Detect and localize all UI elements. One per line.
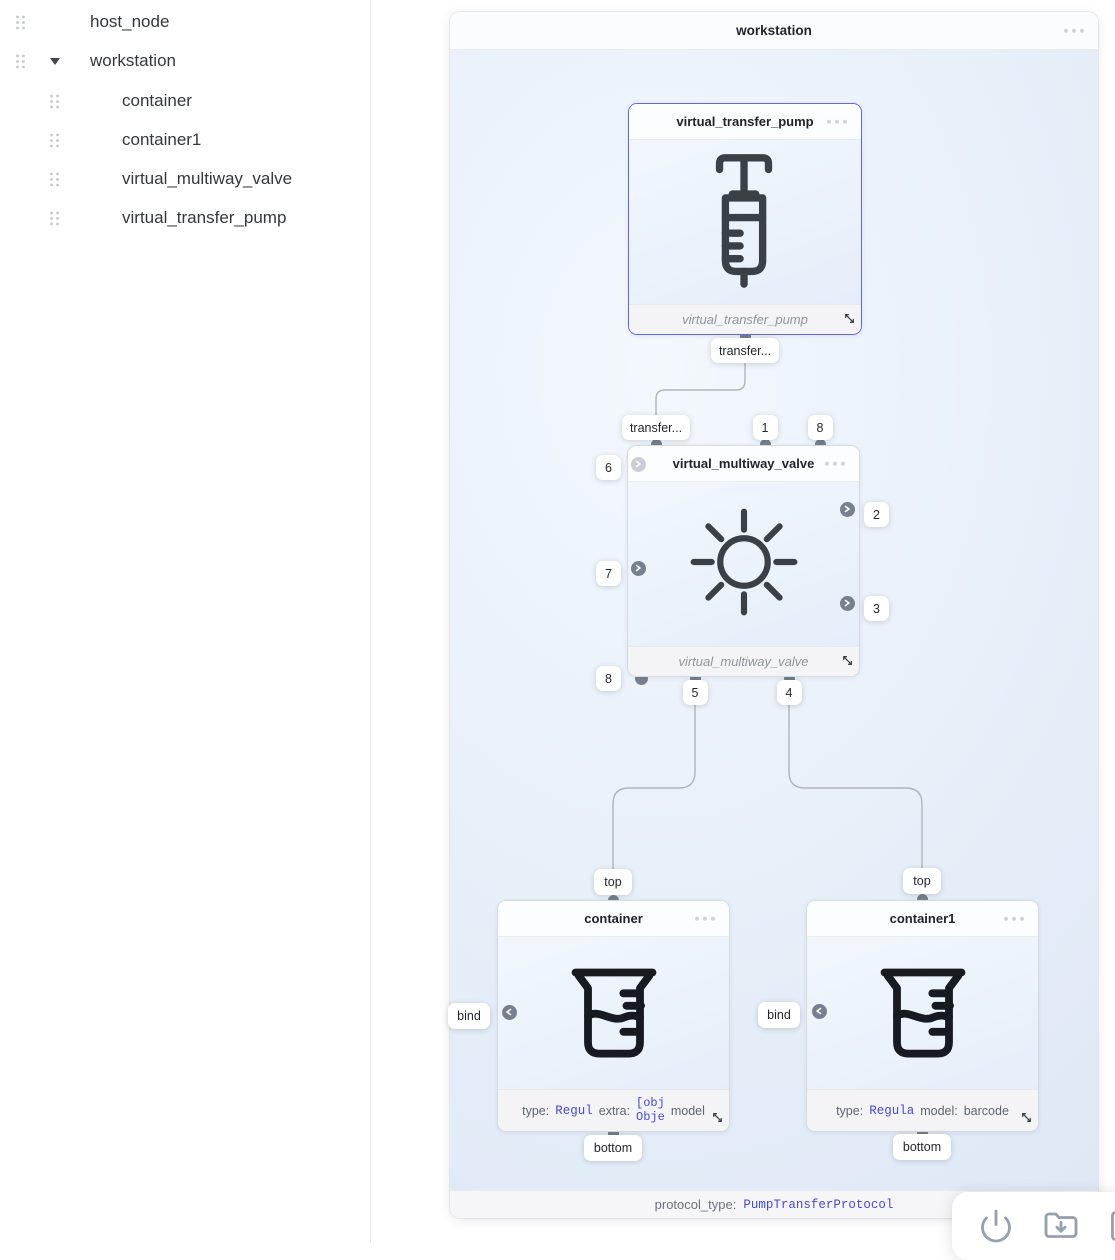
drag-handle-icon[interactable] bbox=[48, 171, 61, 188]
port-chip-container-bottom: bottom bbox=[584, 1135, 642, 1161]
port-chip-container-bind: bind bbox=[448, 1003, 490, 1029]
beaker-icon bbox=[871, 959, 975, 1068]
port-handle-valve-3[interactable] bbox=[840, 596, 855, 611]
multiway-valve-icon bbox=[687, 505, 801, 624]
sidebar-item-workstation[interactable] bbox=[0, 41, 370, 81]
tree-item-label[interactable]: host_node bbox=[90, 12, 170, 31]
ellipsis-menu-icon[interactable] bbox=[1064, 28, 1085, 33]
group-header[interactable] bbox=[450, 12, 1098, 50]
sidebar-item-host-node[interactable] bbox=[0, 2, 370, 42]
port-handle-valve-2[interactable] bbox=[840, 502, 855, 517]
port-chip-container1-top: top bbox=[903, 868, 941, 894]
field-type-label: type: bbox=[522, 1103, 550, 1118]
protocol-type-label: protocol_type: bbox=[654, 1197, 737, 1212]
sidebar-item-virtual-multiway-valve[interactable] bbox=[0, 159, 370, 199]
field-type-value: Regul bbox=[555, 1103, 593, 1118]
node-title: container bbox=[584, 911, 643, 926]
port-chip-valve-8-left: 8 bbox=[596, 666, 621, 691]
resize-handle-icon[interactable] bbox=[1020, 1111, 1033, 1127]
group-title: workstation bbox=[736, 23, 812, 38]
resize-handle-icon[interactable] bbox=[841, 654, 854, 672]
field-model-label: model bbox=[670, 1103, 705, 1118]
drag-handle-icon[interactable] bbox=[48, 132, 61, 149]
port-chip-valve-transfer: transfer... bbox=[622, 415, 690, 440]
field-type-value: Regula bbox=[869, 1103, 915, 1118]
node-container1[interactable] bbox=[806, 900, 1039, 1132]
tree-item-label[interactable]: virtual_multiway_valve bbox=[122, 169, 293, 188]
ellipsis-menu-icon[interactable] bbox=[827, 119, 848, 124]
node-instance-name: virtual_transfer_pump bbox=[682, 312, 808, 327]
drag-handle-icon[interactable] bbox=[14, 53, 27, 70]
node-title: container1 bbox=[889, 911, 956, 926]
ellipsis-menu-icon[interactable] bbox=[825, 461, 846, 466]
port-chip-container1-bind: bind bbox=[758, 1002, 800, 1028]
tree-item-label[interactable]: container bbox=[122, 91, 192, 110]
field-type-label: type: bbox=[836, 1103, 864, 1118]
drag-handle-icon[interactable] bbox=[48, 93, 61, 110]
port-chip-valve-6: 6 bbox=[596, 455, 621, 480]
port-handle-valve-6[interactable] bbox=[631, 457, 646, 472]
sidebar-item-container[interactable] bbox=[0, 81, 370, 121]
port-chip-container1-bottom: bottom bbox=[893, 1134, 951, 1160]
syringe-icon bbox=[704, 149, 786, 296]
port-chip-valve-7: 7 bbox=[596, 561, 621, 586]
port-chip-valve-5: 5 bbox=[683, 680, 708, 705]
node-title: virtual_multiway_valve bbox=[672, 456, 815, 471]
caret-down-icon[interactable] bbox=[50, 58, 60, 65]
sidebar-item-virtual-transfer-pump[interactable] bbox=[0, 198, 370, 238]
tree-item-label[interactable]: workstation bbox=[90, 51, 176, 70]
field-extra-value: [obj Obje bbox=[636, 1096, 665, 1124]
port-chip-valve-4: 4 bbox=[777, 680, 802, 705]
protocol-type-value: PumpTransferProtocol bbox=[743, 1197, 894, 1212]
folder-download-icon[interactable] bbox=[1042, 1207, 1080, 1245]
power-icon[interactable] bbox=[977, 1207, 1015, 1245]
node-title: virtual_transfer_pump bbox=[676, 114, 814, 129]
port-chip-pump-transfer: transfer... bbox=[711, 338, 779, 363]
port-handle-valve-7[interactable] bbox=[631, 561, 646, 576]
field-extra-label: extra: bbox=[598, 1103, 631, 1118]
field-model-label: model: bbox=[920, 1103, 958, 1118]
drag-handle-icon[interactable] bbox=[14, 14, 27, 31]
port-chip-valve-2: 2 bbox=[864, 502, 889, 527]
port-handle-container-bind[interactable] bbox=[502, 1005, 517, 1020]
resize-handle-icon[interactable] bbox=[711, 1111, 724, 1127]
node-container[interactable] bbox=[497, 900, 730, 1132]
ellipsis-menu-icon[interactable] bbox=[1004, 916, 1025, 921]
drag-handle-icon[interactable] bbox=[48, 210, 61, 227]
canvas-toolbar bbox=[952, 1192, 1115, 1260]
port-chip-container-top: top bbox=[594, 869, 632, 895]
tree-item-label[interactable]: virtual_transfer_pump bbox=[122, 208, 287, 227]
field-model-value: barcode bbox=[963, 1103, 1009, 1118]
beaker-icon bbox=[562, 959, 666, 1068]
port-chip-valve-8-top: 8 bbox=[808, 415, 833, 440]
sidebar-tree bbox=[0, 0, 371, 1243]
tree-item-label[interactable]: container1 bbox=[122, 130, 202, 149]
resize-handle-icon[interactable] bbox=[843, 312, 856, 330]
node-instance-name: virtual_multiway_valve bbox=[678, 654, 809, 669]
port-handle-container1-bind[interactable] bbox=[812, 1004, 827, 1019]
node-virtual-transfer-pump[interactable] bbox=[628, 103, 862, 335]
node-virtual-multiway-valve[interactable] bbox=[627, 445, 860, 677]
save-icon[interactable] bbox=[1107, 1207, 1115, 1245]
ellipsis-menu-icon[interactable] bbox=[695, 916, 716, 921]
port-chip-valve-1: 1 bbox=[753, 415, 778, 440]
port-chip-valve-3: 3 bbox=[864, 596, 889, 621]
sidebar-item-container1[interactable] bbox=[0, 120, 370, 160]
